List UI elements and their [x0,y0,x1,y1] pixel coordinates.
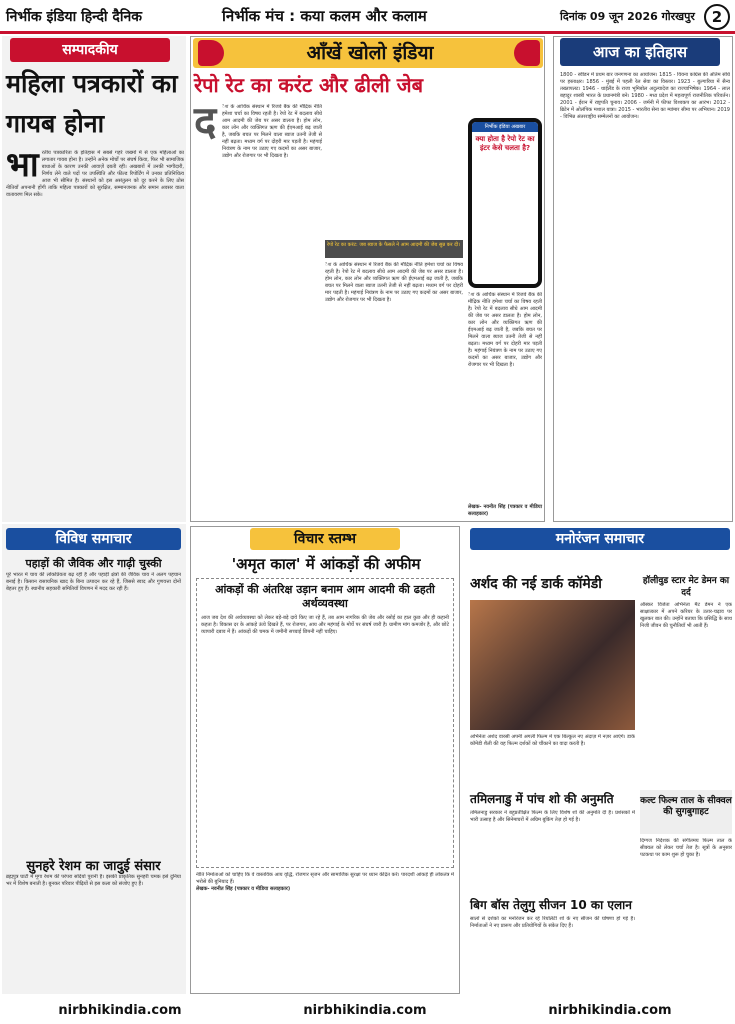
main-dropcap: द [194,97,217,146]
vividh-subtitle: पहाड़ों की जैविक और गाढ़ी चुस्की [25,557,162,570]
mano-story3-body: सालों से दर्शकों का मनोरंजन कर रहे रियलिटी शो के नए सीजन की घोषणा हो गई है। निर्माताओं ने नए प्रारूप और प्रतियोगियों के संकेत दिए हैं। [470,916,635,929]
mano-story1-body: अभिनेता अर्शद वारसी अपनी अगली फिल्म में एक बिल्कुल नए अंदाज़ में नज़र आएंगे। डार्क कॉमेडी शैली की यह फिल्म दर्शकों को चौंकाने का वादा करती है। [470,734,635,747]
holly-body: ऑस्कर विजेता अभिनेता मैट डेमन ने एक साक्षात्कार में अपने करियर के उतार-चढ़ाव पर खुलकर बात की। उन्होंने बताया कि प्रसिद्धि के साथ निजी जीवन की चुनौतियाँ भी आती हैं। [640,602,732,629]
editorial-heading: सम्पादकीय [10,38,170,62]
main-headline: रेपो रेट का करंट और ढीली जेब [194,73,423,97]
vividh-body-2: ब्रह्मपुत्र घाटी में मूगा रेशम की परंपरा सदियों पुरानी है। इसकी प्राकृतिक सुनहरी चमक इसे दुनिया भर में विशेष बनाती है। बुनकर परिवार पीढ़ियों से इस कला को संजोए हुए हैं। [6,874,181,887]
phone-graphic [468,118,542,288]
editorial-title: महिला पत्रकारों का गायब होना [6,69,178,138]
itihas-heading: आज का इतिहास [560,38,720,66]
editorial-text: रतीय पत्रकारिता के इतिहास में सबसे गहरे जख्मों में से एक महिलाओं का लगातार गायब होना है। उन्होंने अनेक मोर्चों पर संघर्ष किया, फिर भी सामाजिक बाधाओं के कारण उनकी आवाज़ें दबती रहीं। अखबारों में उनकी भागीदारी, निर्णय लेने वाले पदों पर उपस्थिति और फील्ड रिपोर्टिंग में उनका प्रतिनिधित्व आज भी सीमित है। संस्थानों को इस असंतुलन को दूर करने के लिए ठोस नीतियाँ अपनानी होंगी ताकि महिला पत्रकारों को सुरक्षित, सम्मानजनक और समान अवसर वाला वातावरण मिल सके। [6,150,184,198]
phone-question: क्या होता है रेपो रेट का इंटर केसे चलता है? [475,135,535,152]
megaphone-left-icon [198,40,224,66]
vividh-body: पूरे भारत में चाय की लोकप्रियता बढ़ रही है और पहाड़ी क्षेत्रों की जैविक चाय ने अलग पहचान बनाई है। किसान रासायनिक खाद के बिना उत्पादन कर रहे हैं, जिससे स्वाद और गुणवत्ता दोनों बेहतर हुए हैं। स्थानीय सहकारी समितियाँ विपणन में मदद कर रही हैं। [6,572,181,592]
masthead-center: निर्भीक मंच : कया कलम और कलाम [222,7,427,25]
main-photo-caption: रेपो रेट का करंट: जब ब्याज के फैसले ने आम आदमी की जेब सुन्न कर दी। [325,240,463,258]
vichar-title: 'अमृत काल' में आंकड़ों की अफीम [231,555,421,573]
megaphone-right-icon [514,40,540,66]
mano-story1-title: अर्शद की नई डार्क कॉमेडी [470,576,602,592]
main-body-col2: ेश के आर्थिक संस्थान में रिजर्व बैंक की मौद्रिक नीति हमेशा चर्चा का विषय रहती है। रेपो रेट में बदलाव सीधे आम आदमी की जेब पर असर डालता है। होम लोन, कार लोन और व्यक्तिगत ऋण की ईएमआई बढ़ जाती है, जबकि बचत पर मिलने वाला ब्याज उतनी तेजी से नहीं बढ़ता। मध्यम वर्ग पर दोहरी मार पड़ती है। महंगाई नियंत्रण के नाम पर उठाए गए कदमों का असर बाजार, उद्योग और रोजगार पर भी दिखता है। [325,262,463,303]
main-body-col1: ेश के आर्थिक संस्थान में रिजर्व बैंक की मौद्रिक नीति हमेशा चर्चा का विषय रहती है। रेपो रेट में बदलाव सीधे आम आदमी की जेब पर असर डालता है। होम लोन, कार लोन और व्यक्तिगत ऋण की ईएमआई बढ़ जाती है, जबकि बचत पर मिलने वाला ब्याज उतनी तेजी से नहीं बढ़ता। मध्यम वर्ग पर दोहरी मार पड़ती है। महंगाई नियंत्रण के नाम पर उठाए गए कदमों का असर बाजार, उद्योग और रोजगार पर भी दिखता है। [222,104,322,159]
masthead-date: दिनांक 09 जून 2026 गोरखपुर [560,10,695,23]
cult-title: कल्ट फिल्म ताल के सीक्वल की सुगबुगाहट [640,790,732,834]
mano-story3-title: बिग बॉस तेलुगु सीजन 10 का एलान [470,898,632,912]
vichar-body [196,872,454,990]
main-banner-title: आँखें खोलो इंडिया [306,42,434,64]
vividh-subtitle-2: सुनहरे रेशम का जादुई संसार [26,859,161,874]
mano-story1-photo [470,600,635,730]
editorial-dropcap: भा [6,150,39,185]
vichar-box-title: आंकड़ों की अंतरिक्ष उड़ान बनाम आम आदमी की ढहती अर्थव्यवस्था [215,583,435,610]
vichar-heading: विचार स्तम्भ [250,528,400,550]
vichar-box-body: आज जब देश की अर्थव्यवस्था को लेकर बड़े-बड़े दावे किए जा रहे हैं, तब आम नागरिक की जेब और रसोई का हाल कुछ और ही कहानी कहता है। विकास दर के आंकड़े ऊंचे दिखते हैं, पर रोजगार, आय और महंगाई के मोर्चे पर संघर्ष जारी है। ग्रामीण मांग कमजोर है, और छोटे व्यापारी दबाव में हैं। आंकड़ों की चमक में जमीनी सच्चाई छिपनी नहीं चाहिए। [201,615,449,635]
editorial-body [6,150,184,520]
itihas-body: 1800 - स्वीडन में प्रथम बार जनगणना का आयोजन। 1815 - वियना कांग्रेस की अंतिम संधि पर हस्ताक्षर। 1856 - मुंबई में पहली रेल सेवा का विस्तार। 1923 - बुल्गारिया में सैन्य तख्तापलट। 1946 - थाईलैंड के राजा भूमिबोल अदुल्यादेज का राज्याभिषेक। 1964 - लाल बहादुर शास्त्री भारत के प्रधानमंत्री बने। 1980 - मध्य प्रदेश में महत्वपूर्ण राजनीतिक परिवर्तन। 2001 - ईरान में राष्ट्रपति चुनाव। 2006 - जर्मनी में फीफा विश्वकप का आरंभ। 2012 - ब्रिटेन में ओलंपिक मशाल यात्रा। 2015 - भारतीय सेना का म्यांमार सीमा पर अभियान। 2019 - विभिन्न अंतरराष्ट्रीय सम्मेलनों का आयोजन। [560,72,730,120]
vividh-heading: विविध समाचार [6,528,181,550]
cult-body: दिग्गज निर्देशक की संगीतमय फिल्म ताल के सीक्वल को लेकर चर्चा तेज है। सूत्रों के अनुसार पटकथा पर काम शुरू हो चुका है। [640,838,732,858]
holly-title: हॉलीवुड स्टार मेट डेमन का दर्द [642,576,730,598]
mano-story2-title: तमिलनाडु में पांच शो की अनुमति [470,792,614,806]
page-number: 2 [704,4,730,30]
phone-screen [472,122,538,284]
manoranjan-heading: मनोरंजन समाचार [470,528,730,550]
vichar-byline: लेखक- नवनीत सिंह (पत्रकार व मीडिया सलाहकार) [196,886,291,892]
main-byline: लेखक- नवनीत सिंह (पत्रकार व मीडिया सलाहकार) [468,504,542,517]
mano-story2-body: तमिलनाडु सरकार ने बहुप्रतीक्षित फिल्म के लिए विशेष शो की अनुमति दी है। प्रशंसकों में भारी उत्साह है और सिनेमाघरों में अग्रिम बुकिंग तेज़ हो गई है। [470,810,635,823]
vichar-body-text: नीति निर्माताओं को चाहिए कि वे वास्तविक आय वृद्धि, रोजगार सृजन और सामाजिक सुरक्षा पर ध्यान केंद्रित करें। पारदर्शी आंकड़े ही लोकतंत्र में भरोसे की बुनियाद हैं। [196,872,454,885]
footer-site-2[interactable]: nirbhikindia.com [245,998,485,1024]
masthead-left: निर्भीक इंडिया हिन्दी दैनिक [6,9,143,25]
main-body-col3: ेश के आर्थिक संस्थान में रिजर्व बैंक की मौद्रिक नीति हमेशा चर्चा का विषय रहती है। रेपो रेट में बदलाव सीधे आम आदमी की जेब पर असर डालता है। होम लोन, कार लोन और व्यक्तिगत ऋण की ईएमआई बढ़ जाती है, जबकि बचत पर मिलने वाला ब्याज उतनी तेजी से नहीं बढ़ता। मध्यम वर्ग पर दोहरी मार पड़ती है। महंगाई नियंत्रण के नाम पर उठाए गए कदमों का असर बाजार, उद्योग और रोजगार पर भी दिखता है। [468,292,542,368]
footer-site-3[interactable]: nirbhikindia.com [490,998,730,1024]
main-photo [325,118,463,256]
footer-site-1[interactable]: nirbhikindia.com [0,998,240,1024]
phone-header: निर्भीक इंडिया अखबार [472,122,538,132]
vichar-box [196,578,454,868]
